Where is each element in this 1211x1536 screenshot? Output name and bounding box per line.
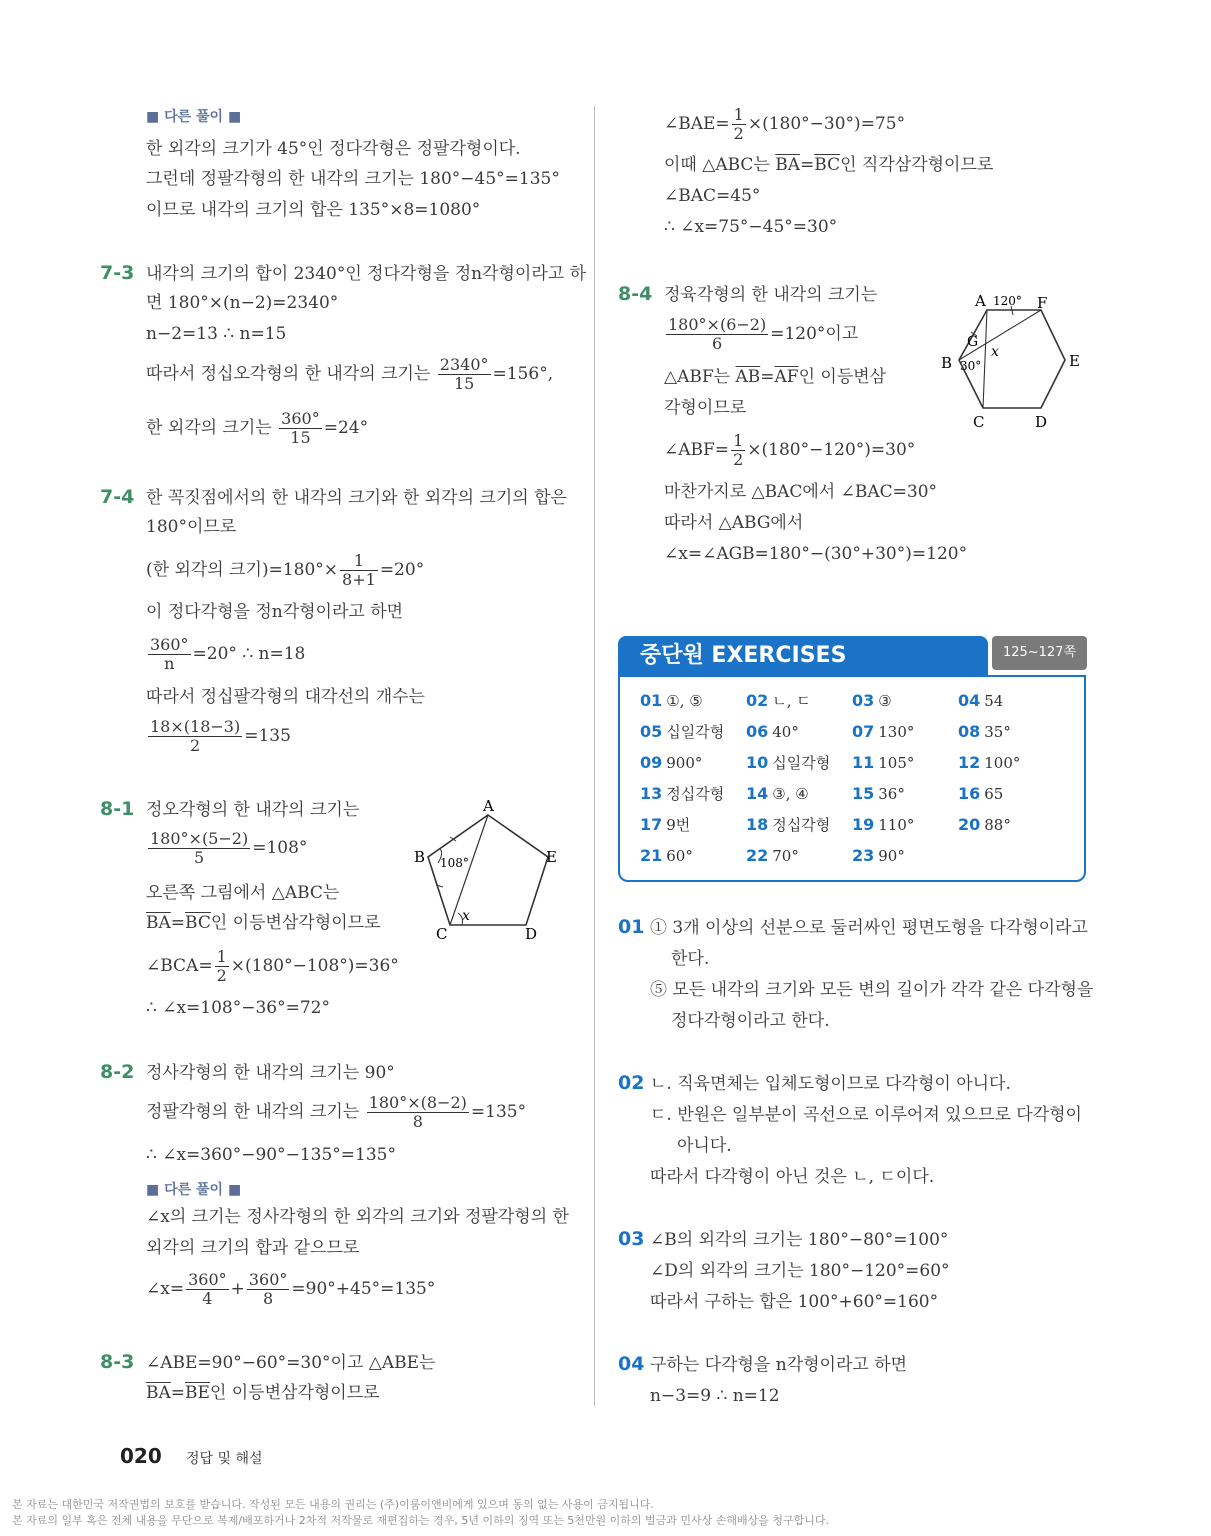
answer-number: 23 bbox=[852, 846, 875, 865]
label-a: A bbox=[483, 797, 494, 815]
answer-number: 02 bbox=[746, 691, 769, 710]
label-b: B bbox=[414, 848, 426, 866]
alt-solution-label: ■ 다른 풀이 ■ bbox=[146, 109, 242, 125]
answer-number: 15 bbox=[852, 784, 875, 803]
answer-item bbox=[640, 815, 690, 835]
fraction: $\frac{360^\circ}{8}$ bbox=[248, 1270, 288, 1308]
text-line: ∠BAE= $\frac{1}{2}$ ×(180°−30°)=75° bbox=[664, 105, 906, 143]
answer-value: 100° bbox=[984, 754, 1021, 772]
answer-number: 13 bbox=[640, 784, 663, 803]
problem-number: 7-4 bbox=[100, 486, 135, 508]
text-line: ∴ ∠x=360°−90°−135°=135° bbox=[146, 1145, 397, 1165]
answer-value: 90° bbox=[878, 847, 905, 865]
label-d: D bbox=[525, 925, 538, 943]
answer-item bbox=[958, 722, 1011, 742]
answer-value: 900° bbox=[666, 754, 703, 772]
fraction: $\frac{2340^\circ}{15}$ bbox=[439, 355, 489, 393]
answer-item bbox=[958, 784, 1003, 804]
copyright-line: 본 자료는 대한민국 저작권법의 보호를 받습니다. 작성된 모든 내용의 권리는 (주)이룸이앤비에게 있으며 동의 없는 사용이 금지됩니다. bbox=[12, 1498, 654, 1511]
answer-item bbox=[746, 846, 799, 866]
answer-number: 08 bbox=[958, 722, 981, 741]
text-line: ∠B의 외각의 크기는 180°−80°=100° bbox=[650, 1230, 949, 1250]
fraction: $\frac{180^\circ\times(5-2)}{5}$ bbox=[150, 829, 249, 867]
answer-number: 10 bbox=[746, 753, 769, 772]
answer-value: ③, ④ bbox=[772, 785, 809, 803]
answer-item bbox=[746, 691, 811, 711]
angle-label: 120° bbox=[993, 294, 1022, 308]
text-line: ∠x의 크기는 정사각형의 한 외각의 크기와 정팔각형의 한 bbox=[146, 1207, 569, 1227]
hexagon-figure bbox=[935, 288, 1090, 433]
text: 따라서 정십오각형의 한 내각의 크기는 bbox=[146, 364, 431, 384]
text-line: $\frac{180^\circ\times(5-2)}{5}$ =108° bbox=[150, 829, 308, 867]
copyright-line: 본 자료의 일부 혹은 전체 내용을 무단으로 복제/배포하거나 2차적 저작물로 재편집하는 경우, 5년 이하의 징역 또는 5천만원 이하의 벌금과 민사상 손해배상을 청구합니다. bbox=[12, 1514, 830, 1527]
alt-solution-label: ■ 다른 풀이 ■ bbox=[146, 1182, 242, 1198]
answer-value: 35° bbox=[984, 723, 1011, 741]
label-x: x bbox=[991, 344, 999, 360]
page-label: 정답 및 해설 bbox=[186, 1451, 263, 1467]
text-line: 구하는 다각형을 n각형이라고 하면 bbox=[650, 1355, 908, 1375]
text-line: ∠ABF= $\frac{1}{2}$ ×(180°−120°)=30° bbox=[664, 431, 916, 469]
text-line: ∴ ∠x=75°−45°=30° bbox=[664, 217, 838, 237]
text-line: n−2=13 ∴ n=15 bbox=[146, 324, 287, 344]
text-line: 따라서 다각형이 아닌 것은 ㄴ, ㄷ이다. bbox=[650, 1167, 935, 1187]
text-line: 한다. bbox=[671, 949, 710, 969]
text-line: $\frac{360^\circ}{n}$ =20° ∴ n=18 bbox=[150, 635, 306, 673]
text-line: 따라서 정십팔각형의 대각선의 개수는 bbox=[146, 687, 425, 707]
answer-value: ㄴ, ㄷ bbox=[772, 692, 811, 710]
angle-label: 30° bbox=[960, 359, 982, 373]
text-line: ∠BAC=45° bbox=[664, 186, 761, 206]
answer-item bbox=[746, 784, 809, 804]
answer-item bbox=[852, 784, 905, 804]
answer-item bbox=[640, 691, 703, 711]
text-line: 180°이므로 bbox=[146, 517, 237, 537]
answer-item bbox=[640, 784, 724, 804]
text-line: ∠BCA= $\frac{1}{2}$ ×(180°−108°)=36° bbox=[146, 947, 399, 985]
answer-item bbox=[852, 753, 914, 773]
text-line: (한 외각의 크기)=180°× $\frac{1}{8+1}$ =20° bbox=[146, 551, 425, 589]
answer-number: 03 bbox=[852, 691, 875, 710]
text-line: 외각의 크기의 합과 같으므로 bbox=[146, 1238, 360, 1258]
answer-item bbox=[852, 815, 914, 835]
answer-number: 07 bbox=[852, 722, 875, 741]
answer-value: 정십각형 bbox=[772, 816, 831, 834]
text-line: 마찬가지로 △BAC에서 ∠BAC=30° bbox=[664, 482, 938, 502]
answer-value: 36° bbox=[878, 785, 905, 803]
answer-value: 65 bbox=[984, 785, 1004, 803]
answer-value: ③ bbox=[878, 692, 892, 710]
angle-label: 108° bbox=[440, 856, 469, 870]
answer-key-box bbox=[618, 675, 1086, 882]
answer-item bbox=[640, 753, 702, 773]
label-b: B bbox=[941, 354, 953, 372]
answer-item bbox=[746, 815, 830, 835]
answer-number: 05 bbox=[640, 722, 663, 741]
text-line: △ABF는 $\overline{AB}=\overline{AF}$인 이등변삼 bbox=[664, 367, 887, 387]
text-line: 오른쪽 그림에서 △ABC는 bbox=[146, 883, 340, 903]
text-line: $\frac{18\times(18-3)}{2}$ =135 bbox=[150, 717, 291, 755]
text-line: ∠ABE=90°−60°=30°이고 △ABE는 bbox=[146, 1353, 436, 1373]
problem-number: 8-4 bbox=[618, 283, 653, 305]
answer-item bbox=[958, 753, 1020, 773]
answer-number: 20 bbox=[958, 815, 981, 834]
label-c: C bbox=[436, 925, 448, 943]
answer-value: 십일각형 bbox=[772, 754, 831, 772]
fraction: $\frac{18\times(18-3)}{2}$ bbox=[150, 717, 241, 755]
text-line: ① 3개 이상의 선분으로 둘러싸인 평면도형을 다각형이라고 bbox=[650, 918, 1088, 938]
fraction: $\frac{1}{2}$ bbox=[216, 947, 227, 985]
text-line: 한 꼭짓점에서의 한 내각의 크기와 한 외각의 크기의 합은 bbox=[146, 488, 567, 508]
text-line: ⑤ 모든 내각의 크기와 모든 변의 길이가 각각 같은 다각형을 bbox=[650, 980, 1094, 1000]
answer-value: 40° bbox=[772, 723, 799, 741]
exercises-title: 중단원 EXERCISES bbox=[640, 643, 847, 668]
answer-number: 04 bbox=[958, 691, 981, 710]
answer-number: 09 bbox=[640, 753, 663, 772]
text-line: $\overline{BA}=\overline{BE}$인 이등변삼각형이므로 bbox=[146, 1383, 380, 1403]
column-divider bbox=[594, 106, 595, 1406]
text-line: 정오각형의 한 내각의 크기는 bbox=[146, 800, 360, 820]
text-line: 정육각형의 한 내각의 크기는 bbox=[664, 285, 878, 305]
answer-number: 21 bbox=[640, 846, 663, 865]
answer-value: 십일각형 bbox=[666, 723, 725, 741]
fraction: $\frac{360^\circ}{n}$ bbox=[150, 635, 189, 673]
exercises-header bbox=[618, 636, 988, 676]
answer-number: 01 bbox=[640, 691, 663, 710]
problem-number: 7-3 bbox=[100, 262, 135, 284]
answer-number: 19 bbox=[852, 815, 875, 834]
answer-number: 22 bbox=[746, 846, 769, 865]
answer-number: 11 bbox=[852, 753, 875, 772]
problem-number: 8-2 bbox=[100, 1061, 135, 1083]
fraction: $\frac{1}{2}$ bbox=[733, 105, 744, 143]
fraction: $\frac{1}{8+1}$ bbox=[342, 551, 376, 589]
label-e: E bbox=[1069, 352, 1080, 370]
text-line: ∠x= $\frac{360^\circ}{4}$ + $\frac{360^\circ}{8}$ =90°+45°=135° bbox=[146, 1270, 436, 1308]
text-line: n−3=9 ∴ n=12 bbox=[650, 1386, 780, 1406]
text-line: 따라서 △ABG에서 bbox=[664, 513, 804, 533]
answer-value: 110° bbox=[878, 816, 915, 834]
answer-number: 18 bbox=[746, 815, 769, 834]
answer-value: 105° bbox=[878, 754, 915, 772]
answer-value: 70° bbox=[772, 847, 799, 865]
label-c: C bbox=[973, 413, 985, 431]
answer-number: 17 bbox=[640, 815, 663, 834]
text-line: 이 정다각형을 정n각형이라고 하면 bbox=[146, 602, 404, 622]
text-line: 이때 △ABC는 $\overline{BA}=\overline{BC}$인 직각삼각형이므로 bbox=[664, 155, 994, 175]
answer-item bbox=[852, 691, 892, 711]
fraction: $\frac{1}{2}$ bbox=[733, 431, 744, 469]
answer-value: 60° bbox=[666, 847, 693, 865]
label-x: x bbox=[462, 908, 470, 924]
exercises-page-range: 125~127쪽 bbox=[992, 636, 1087, 670]
text-line: 정사각형의 한 내각의 크기는 90° bbox=[146, 1063, 395, 1083]
answer-number: 06 bbox=[746, 722, 769, 741]
answer-item bbox=[746, 753, 830, 773]
text-line: 따라서 정십오각형의 한 내각의 크기는 $\frac{2340^\circ}{15}$ =156°, bbox=[146, 355, 554, 393]
pentagon-figure bbox=[410, 795, 570, 945]
text-line: 면 180°×(n−2)=2340° bbox=[146, 293, 339, 313]
answer-item bbox=[958, 691, 1003, 711]
text-line: ∠D의 외각의 크기는 180°−120°=60° bbox=[650, 1261, 950, 1281]
answer-item bbox=[640, 722, 724, 742]
text-line: 그런데 정팔각형의 한 내각의 크기는 180°−45°=135° bbox=[146, 169, 560, 189]
text-line: ∴ ∠x=108°−36°=72° bbox=[146, 998, 330, 1018]
label-f: F bbox=[1037, 294, 1048, 312]
text-line: 이므로 내각의 크기의 합은 135°×8=1080° bbox=[146, 200, 481, 220]
text-line: 따라서 구하는 합은 100°+60°=160° bbox=[650, 1292, 939, 1312]
text-line: $\overline{BA}=\overline{BC}$인 이등변삼각형이므로 bbox=[146, 913, 381, 933]
text-line: ㄷ. 반원은 일부분이 곡선으로 이루어져 있으므로 다각형이 bbox=[650, 1105, 1082, 1125]
answer-value: 54 bbox=[984, 692, 1004, 710]
fraction: $\frac{360^\circ}{4}$ bbox=[188, 1270, 227, 1308]
answer-value: 130° bbox=[878, 723, 915, 741]
answer-number: 16 bbox=[958, 784, 981, 803]
answer-item bbox=[640, 846, 693, 866]
text-line: ㄴ. 직육면체는 입체도형이므로 다각형이 아니다. bbox=[650, 1074, 1011, 1094]
answer-value: 88° bbox=[984, 816, 1011, 834]
answer-item bbox=[852, 846, 905, 866]
fraction: $\frac{360^\circ}{15}$ bbox=[281, 409, 320, 447]
answer-item bbox=[958, 815, 1011, 835]
text-line: 아니다. bbox=[677, 1136, 732, 1156]
text-line: $\frac{180^\circ\times(6-2)}{6}$ =120°이고 bbox=[668, 315, 859, 353]
question-number: 04 bbox=[618, 1353, 645, 1375]
label-e: E bbox=[546, 848, 557, 866]
label-d: D bbox=[1035, 413, 1048, 431]
answer-item bbox=[746, 722, 799, 742]
problem-number: 8-1 bbox=[100, 798, 135, 820]
text-line: 한 외각의 크기가 45°인 정다각형은 정팔각형이다. bbox=[146, 139, 521, 159]
answer-value: 정십각형 bbox=[666, 785, 725, 803]
text-line: ∠x=∠AGB=180°−(30°+30°)=120° bbox=[664, 544, 968, 564]
answer-item bbox=[852, 722, 914, 742]
text-line: 각형이므로 bbox=[664, 398, 747, 418]
text-line: 내각의 크기의 합이 2340°인 정다각형을 정n각형이라고 하 bbox=[146, 264, 586, 284]
question-number: 01 bbox=[618, 916, 645, 938]
label-a: A bbox=[975, 292, 986, 310]
label-g: G bbox=[967, 334, 979, 350]
page-number: 020 bbox=[120, 1444, 162, 1468]
text-line: 정팔각형의 한 내각의 크기는 $\frac{180^\circ\times(8-2)}{8}$ =135° bbox=[146, 1093, 527, 1131]
fraction: $\frac{180^\circ\times(6-2)}{6}$ bbox=[668, 315, 767, 353]
answer-value: 9번 bbox=[666, 816, 691, 834]
fraction: $\frac{180^\circ\times(8-2)}{8}$ bbox=[368, 1093, 467, 1131]
text-line: 한 외각의 크기는 $\frac{360^\circ}{15}$ =24° bbox=[146, 409, 369, 447]
problem-number: 8-3 bbox=[100, 1351, 135, 1373]
answer-number: 12 bbox=[958, 753, 981, 772]
answer-number: 14 bbox=[746, 784, 769, 803]
text-line: 정다각형이라고 한다. bbox=[671, 1011, 830, 1031]
question-number: 02 bbox=[618, 1072, 645, 1094]
answer-value: ①, ⑤ bbox=[666, 692, 703, 710]
question-number: 03 bbox=[618, 1228, 645, 1250]
